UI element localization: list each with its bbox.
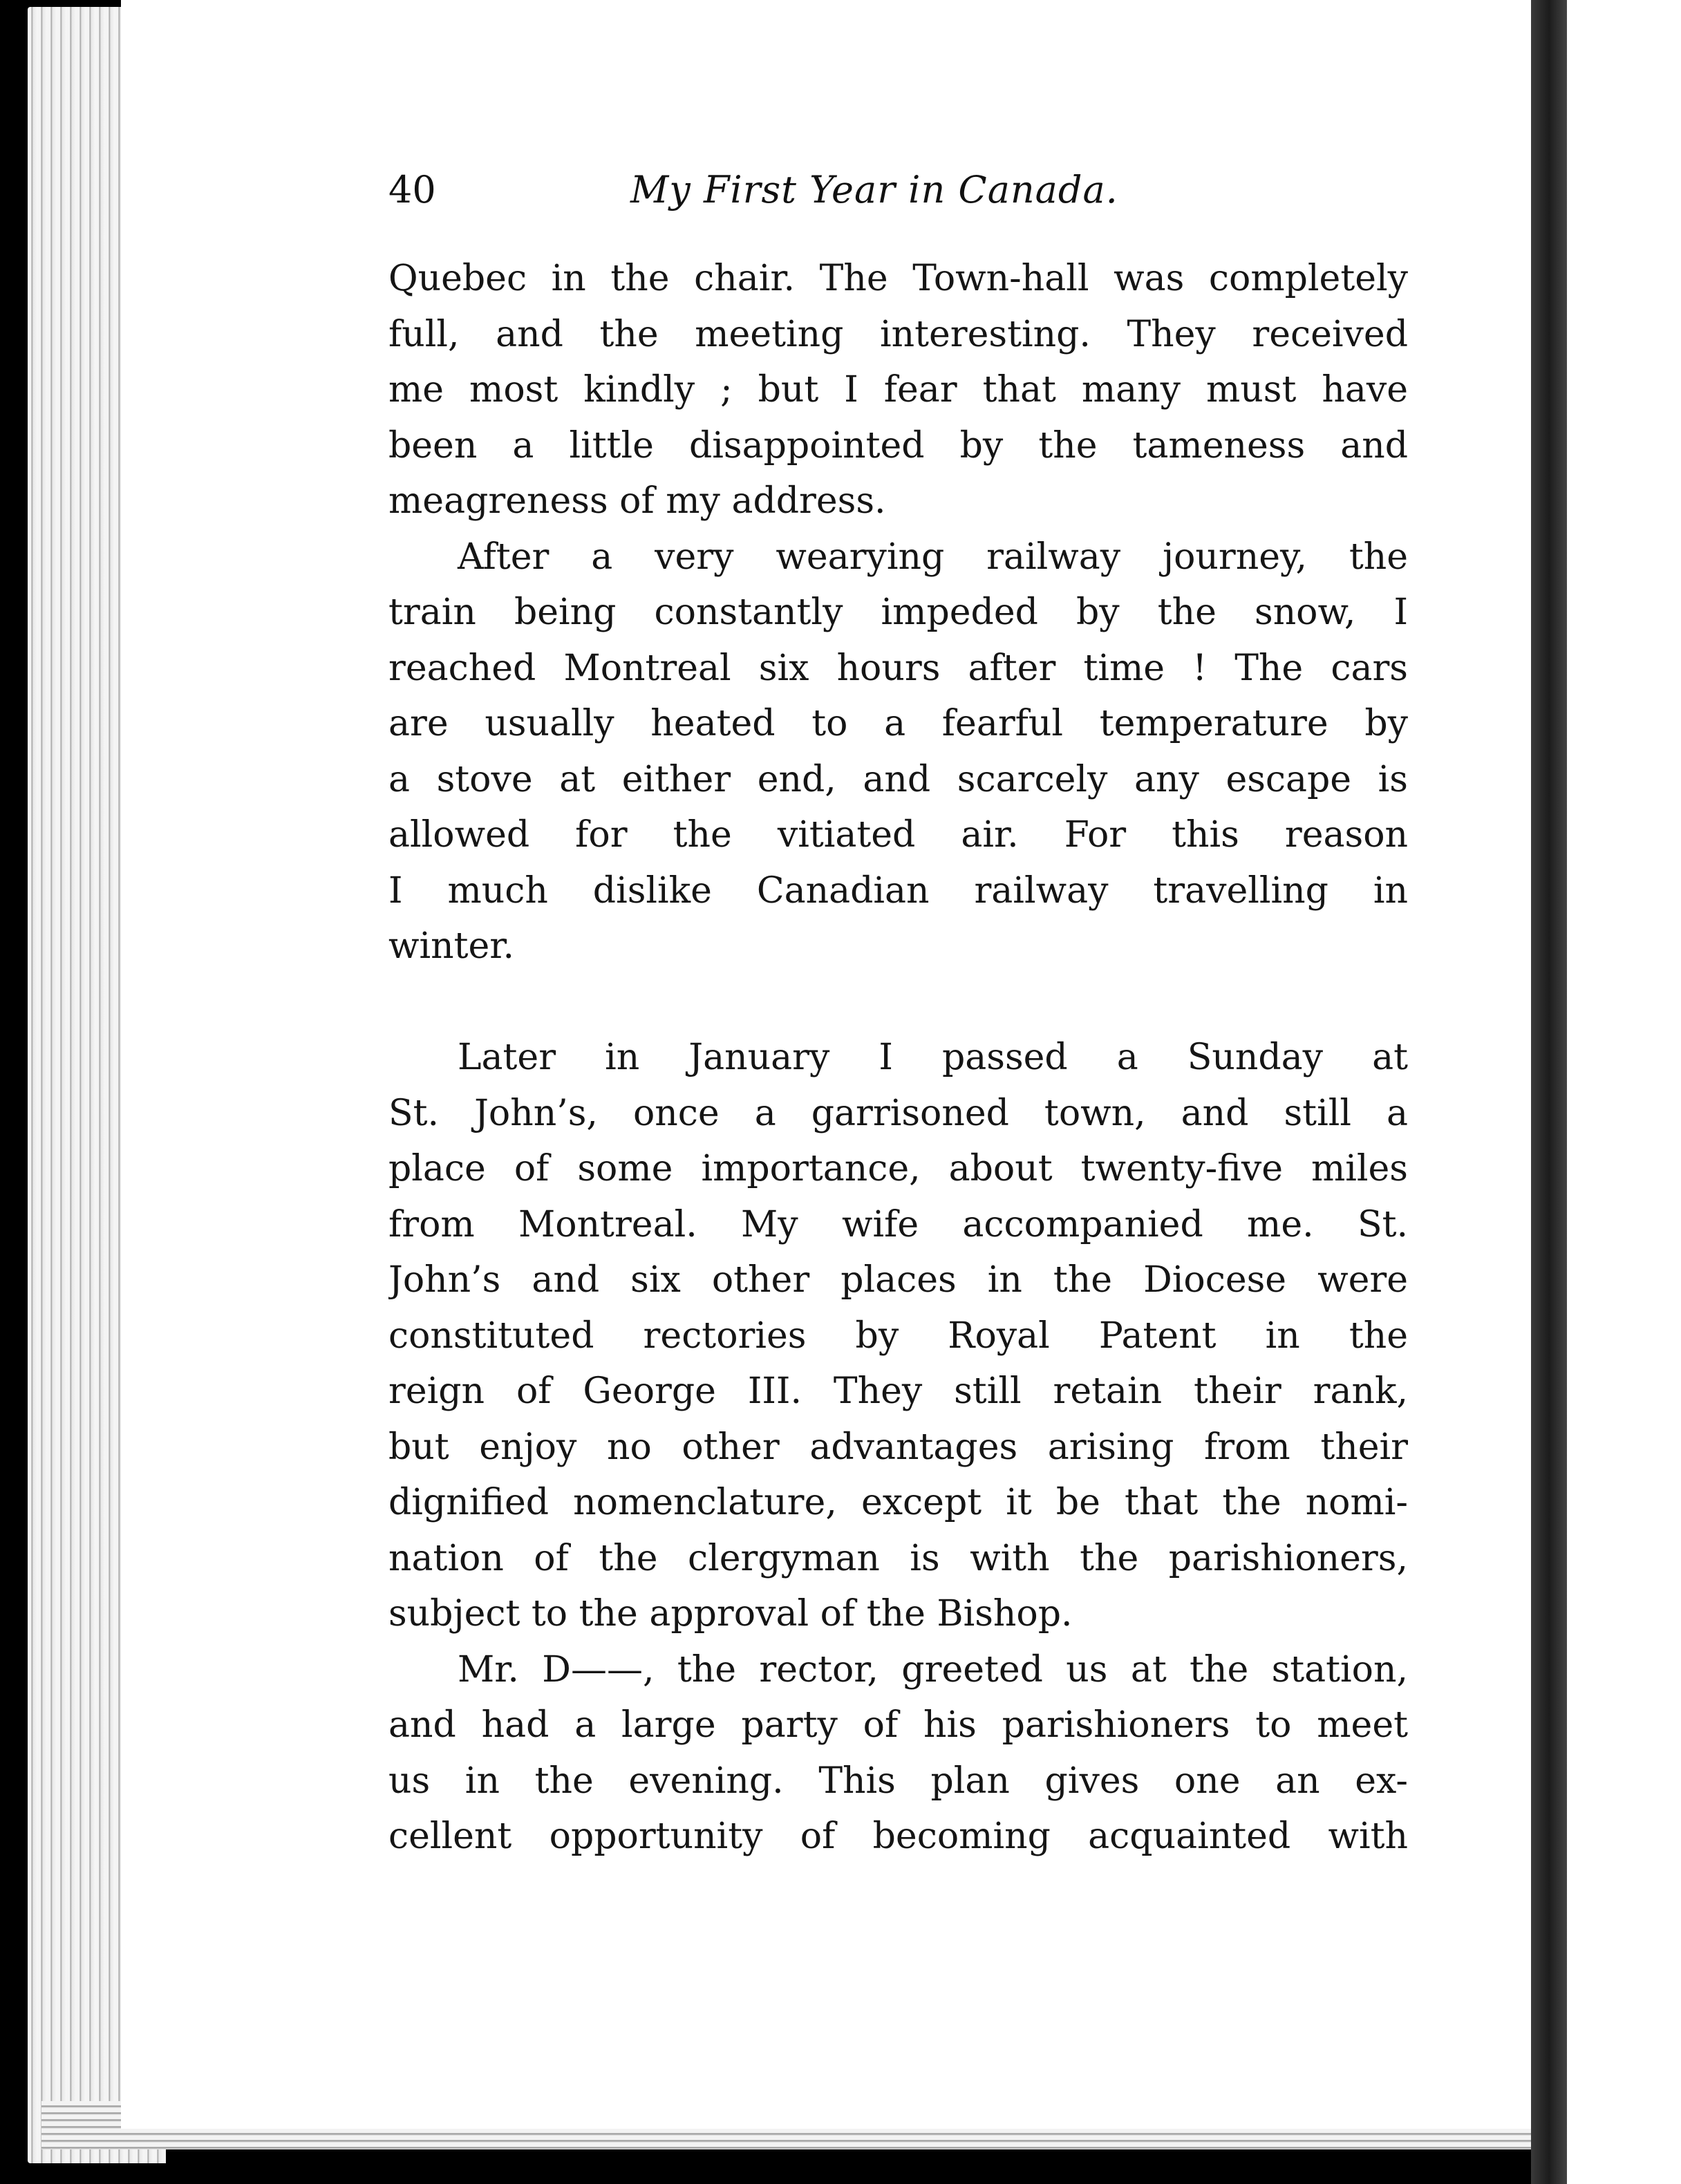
text-line: cellent opportunity of becoming acquainted with [388, 1816, 1408, 1857]
page-number: 40 [388, 168, 436, 211]
text-line: are usually heated to a fearful temperature by [388, 703, 1408, 744]
text-line: allowed for the vitiated air. For this reason [388, 814, 1408, 856]
text-line: I much dislike Canadian railway travelling in [388, 869, 1408, 912]
text-line: John’s and six other places in the Diocese were [388, 1259, 1408, 1301]
text-line: Mr. D——, the rector, greeted us at the station, [458, 1648, 1408, 1691]
text-line: us in the evening. This plan gives one an ex- [388, 1760, 1408, 1802]
running-title: My First Year in Canada. [630, 168, 1118, 211]
text-line: reached Montreal six hours after time ! The cars [388, 647, 1408, 689]
text-line: a stove at either end, and scarcely any escape is [388, 758, 1408, 800]
text-line: After a very wearying railway journey, the [458, 536, 1408, 578]
text-line: Later in January I passed a Sunday at [458, 1037, 1408, 1078]
binding-gutter [1531, 0, 1567, 2184]
text-line: but enjoy no other advantages arising from their [388, 1426, 1408, 1468]
text-line: winter. [388, 925, 514, 967]
text-line: nation of the clergyman is with the parishioners, [388, 1537, 1408, 1579]
section-break [388, 975, 1408, 1030]
text-line: meagreness of my address. [388, 480, 886, 522]
text-line: place of some importance, about twenty-five miles [388, 1148, 1408, 1189]
facing-page-edge [1567, 0, 1681, 2184]
text-line: been a little disappointed by the tameness and [388, 424, 1408, 467]
text-line: reign of George III. They still retain their rank, [388, 1371, 1408, 1412]
body-text [388, 251, 1408, 1865]
page-header [388, 159, 1405, 221]
text-line: subject to the approval of the Bishop. [388, 1593, 1073, 1635]
text-line: full, and the meeting interesting. They received [388, 313, 1408, 355]
text-line: train being constantly impeded by the snow, I [388, 592, 1408, 633]
text-line: Quebec in the chair. The Town-hall was completely [388, 258, 1408, 299]
text-line: dignified nomenclature, except it be that the nomi- [388, 1482, 1408, 1523]
text-line: constituted rectories by Royal Patent in the [388, 1315, 1408, 1357]
text-line: from Montreal. My wife accompanied me. St. [388, 1203, 1408, 1245]
text-line: and had a large party of his parishioners to meet [388, 1704, 1408, 1746]
text-line: me most kindly ; but I fear that many must have [388, 369, 1408, 411]
text-line: St. John’s, once a garrisoned town, and still a [388, 1092, 1408, 1134]
